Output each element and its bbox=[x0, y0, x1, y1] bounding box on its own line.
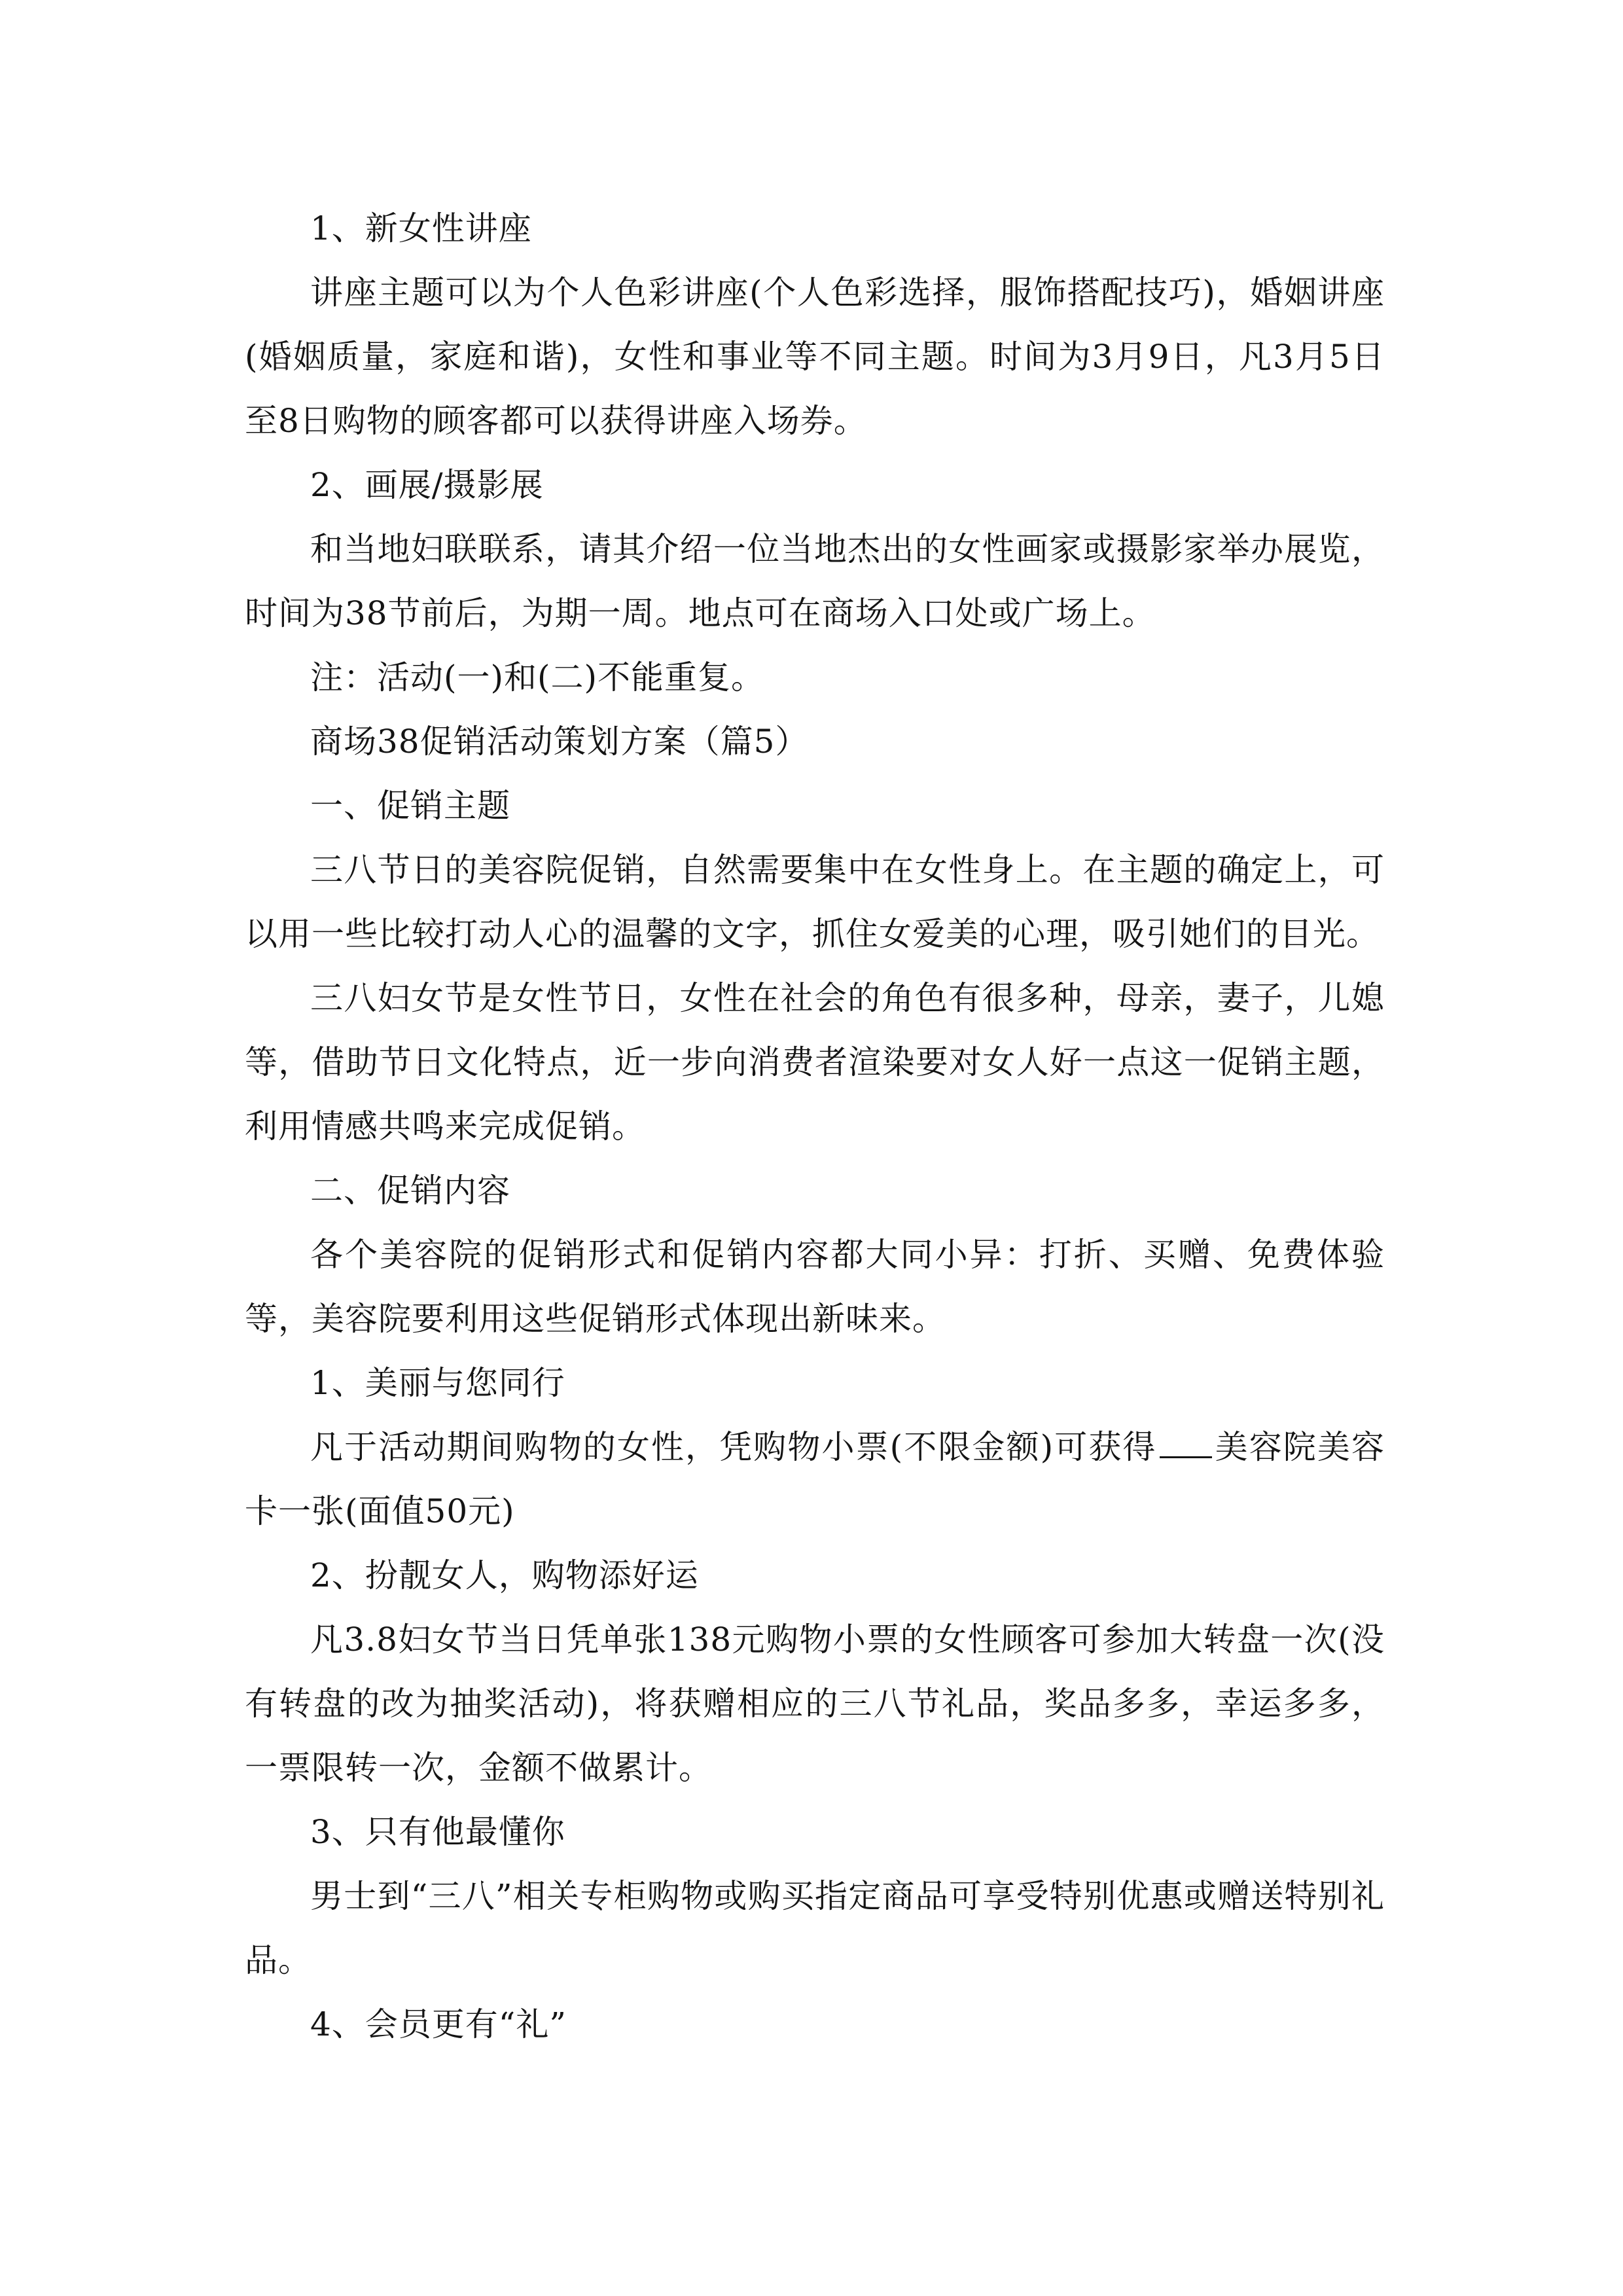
section-title: 商场38促销活动策划方案（篇5） bbox=[310, 723, 809, 761]
body-paragraph: 三八妇女节是女性节日，女性在社会的角色有很多种，母亲，妻子，儿媳等，借助节日文化特点，近一步向消费者渲染要对女人好一点这一促销主题，利用情感共鸣来完成促销。 bbox=[245, 979, 1385, 1145]
item-heading: 3、只有他最懂你 bbox=[310, 1813, 565, 1851]
document-body bbox=[245, 196, 1385, 2056]
body-paragraph bbox=[245, 1415, 1385, 1543]
item-heading: 4、会员更有“礼” bbox=[310, 2005, 567, 2043]
body-text-after-blank: 美容院美容卡一张(面值50元) bbox=[245, 1428, 1385, 1530]
body-paragraph: 讲座主题可以为个人色彩讲座(个人色彩选择，服饰搭配技巧)，婚姻讲座(婚姻质量，家庭和谐)，女性和事业等不同主题。时间为3月9日，凡3月5日至8日购物的顾客都可以获得讲座入场券。 bbox=[245, 274, 1385, 440]
body-paragraph: 和当地妇联联系，请其介绍一位当地杰出的女性画家或摄影家举办展览，时间为38节前后，为期一周。地点可在商场入口处或广场上。 bbox=[245, 530, 1385, 632]
body-paragraph: 男士到“三八”相关专柜购物或购买指定商品可享受特别优惠或赠送特别礼品。 bbox=[245, 1877, 1385, 1979]
section-heading: 二、促销内容 bbox=[310, 1172, 510, 1210]
body-paragraph: 各个美容院的促销形式和促销内容都大同小异：打折、买赠、免费体验等，美容院要利用这些促销形式体现出新味来。 bbox=[245, 1236, 1385, 1338]
body-paragraph: 三八节日的美容院促销，自然需要集中在女性身上。在主题的确定上，可以用一些比较打动人心的温馨的文字，抓住女爱美的心理，吸引她们的目光。 bbox=[245, 851, 1385, 953]
fill-in-blank bbox=[1160, 1424, 1212, 1458]
body-text-before-blank: 凡于活动期间购物的女性，凭购物小票(不限金额)可获得 bbox=[310, 1428, 1157, 1466]
section-heading: 一、促销主题 bbox=[310, 787, 510, 825]
item-heading: 2、扮靓女人，购物添好运 bbox=[310, 1556, 699, 1594]
item-heading: 1、新女性讲座 bbox=[310, 209, 532, 247]
body-paragraph: 凡3.8妇女节当日凭单张138元购物小票的女性顾客可参加大转盘一次(没有转盘的改为抽奖活动)，将获赠相应的三八节礼品，奖品多多，幸运多多，一票限转一次，金额不做累计。 bbox=[245, 1621, 1385, 1787]
item-heading: 2、画展/摄影展 bbox=[310, 466, 544, 504]
note-paragraph: 注：活动(一)和(二)不能重复。 bbox=[310, 658, 765, 696]
item-heading: 1、美丽与您同行 bbox=[310, 1364, 565, 1402]
